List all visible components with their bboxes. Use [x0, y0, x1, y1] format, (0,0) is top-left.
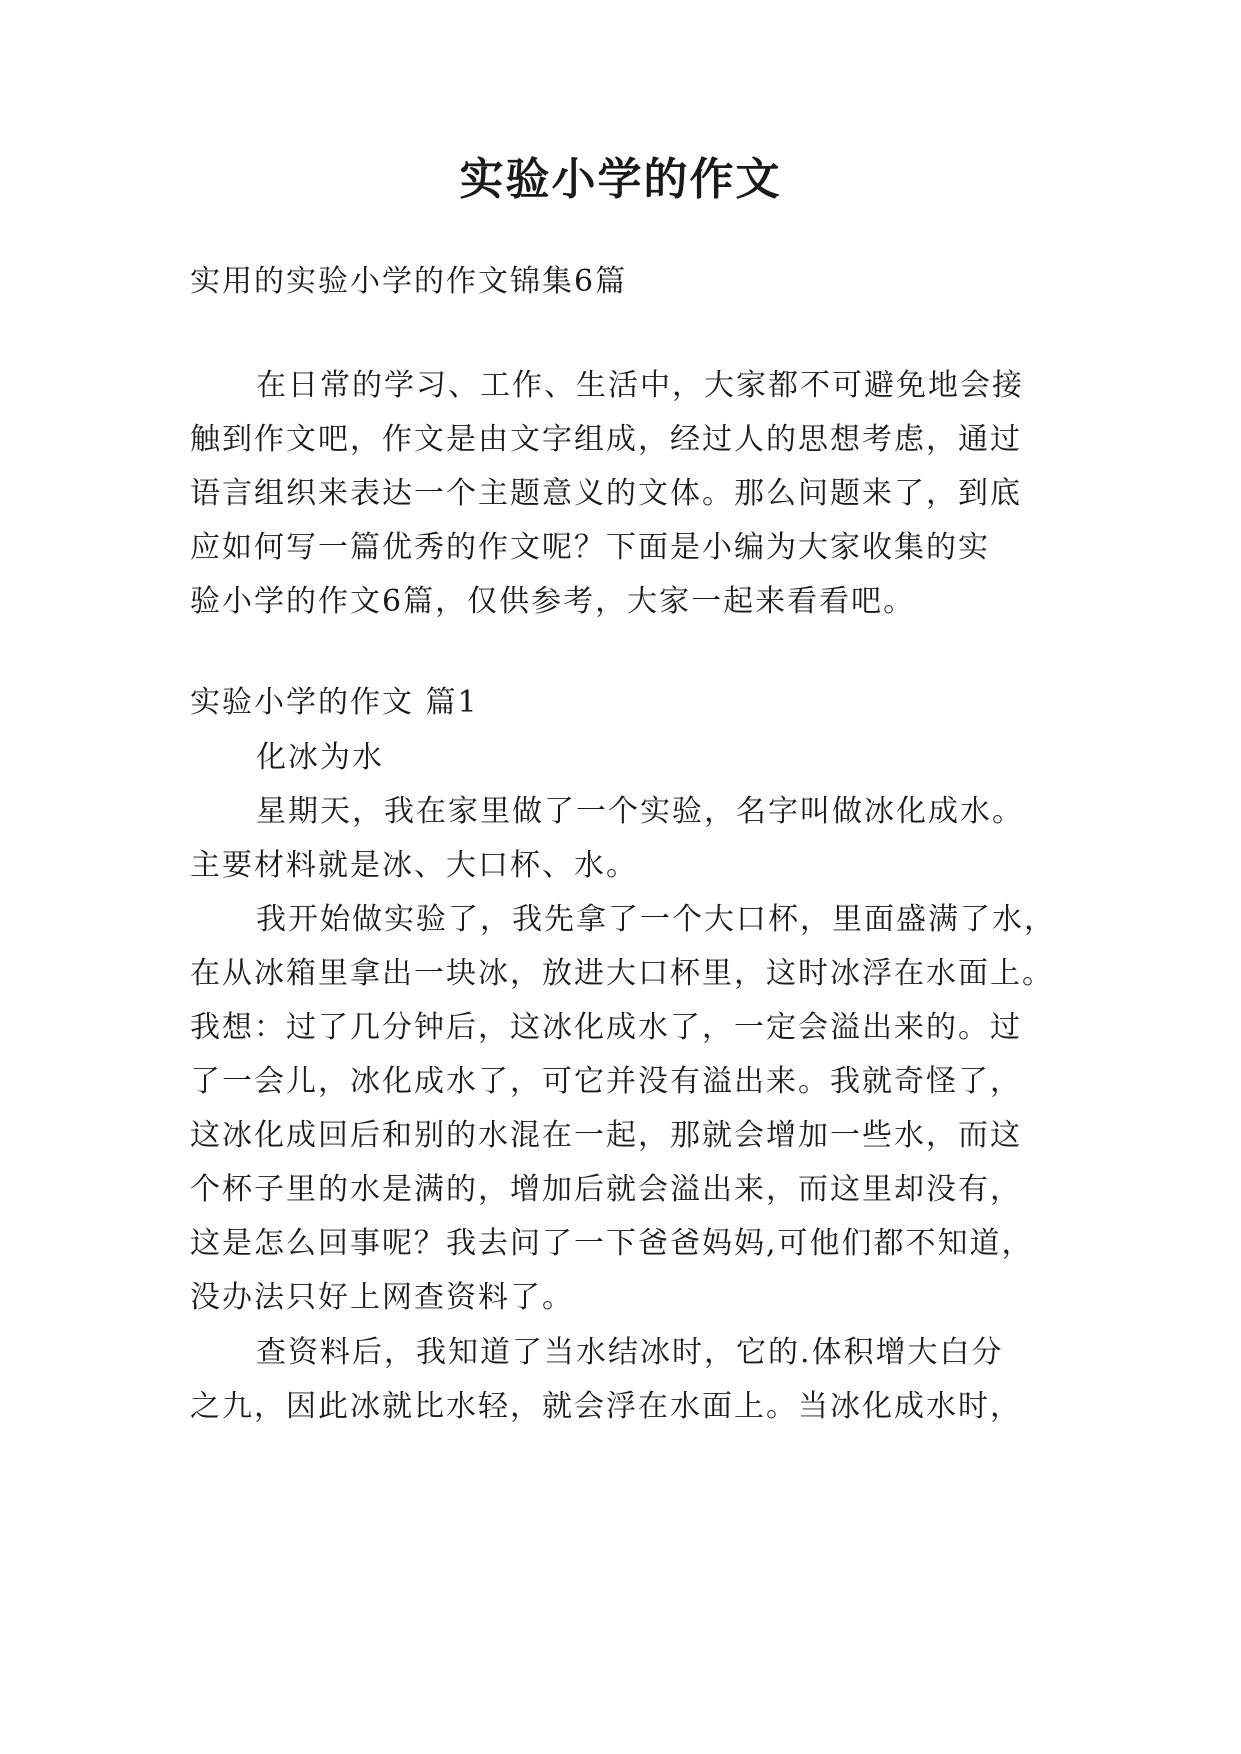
paragraph-line: 之九，因此冰就比水轻，就会浮在水面上。当冰化成水时， — [190, 1389, 1022, 1424]
intro-line: 语言组织来表达一个主题意义的文体。那么问题来了，到底 — [190, 476, 1022, 511]
paragraph-line: 个杯子里的水是满的，增加后就会溢出来，而这里却没有， — [190, 1172, 1022, 1207]
paragraph-line: 主要材料就是冰、大口杯、水。 — [190, 848, 638, 883]
intro-line: 在日常的学习、工作、生活中，大家都不可避免地会接 — [256, 368, 1024, 403]
paragraph-line: 星期天，我在家里做了一个实验，名字叫做冰化成水。 — [256, 794, 1024, 829]
essay-title: 化冰为水 — [256, 740, 384, 775]
intro-line: 验小学的作文6篇，仅供参考，大家一起来看看吧。 — [190, 584, 916, 619]
section-heading: 实验小学的作文 篇1 — [190, 685, 479, 720]
paragraph-line: 这冰化成回后和别的水混在一起，那就会增加一些水，而这 — [190, 1118, 1022, 1153]
paragraph-line: 查资料后，我知道了当水结冰时，它的.体积增大白分 — [256, 1335, 1004, 1370]
paragraph-line: 我开始做实验了，我先拿了一个大口杯，里面盛满了水， — [256, 902, 1056, 937]
paragraph-line: 了一会儿，冰化成水了，可它并没有溢出来。我就奇怪了， — [190, 1064, 1022, 1099]
document-title: 实验小学的作文 — [459, 154, 782, 205]
paragraph-line: 这是怎么回事呢？我去问了一下爸爸妈妈,可他们都不知道， — [190, 1226, 1034, 1261]
paragraph-line: 在从冰箱里拿出一块冰，放进大口杯里，这时冰浮在水面上。 — [190, 956, 1054, 991]
paragraph-line: 我想：过了几分钟后，这冰化成水了，一定会溢出来的。过 — [190, 1010, 1022, 1045]
intro-line: 触到作文吧，作文是由文字组成，经过人的思想考虑，通过 — [190, 422, 1022, 457]
intro-line: 应如何写一篇优秀的作文呢？下面是小编为大家收集的实 — [190, 530, 990, 565]
paragraph-line: 没办法只好上网查资料了。 — [190, 1280, 574, 1315]
document-subtitle: 实用的实验小学的作文锦集6篇 — [190, 264, 628, 299]
